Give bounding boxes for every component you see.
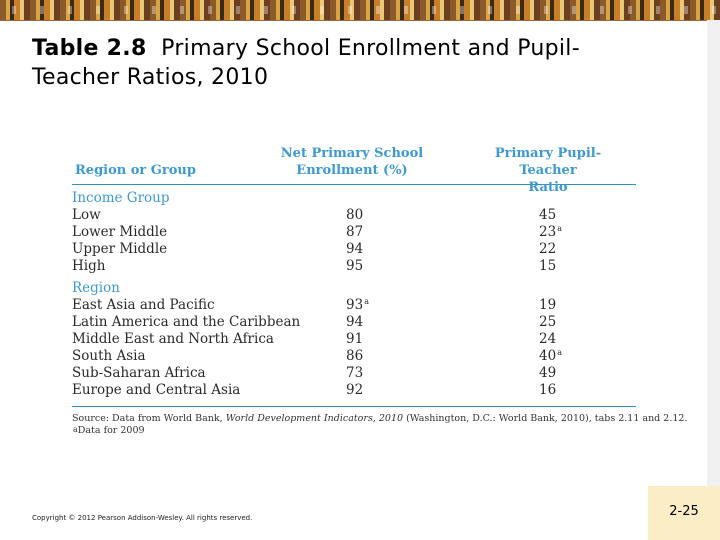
page-number: 2-25 xyxy=(669,504,699,519)
enrollment-table xyxy=(72,142,688,437)
table-row xyxy=(72,258,636,275)
row-name: Europe and Central Asia xyxy=(72,382,241,398)
row-name-cell xyxy=(72,207,101,224)
footnote-marker: a xyxy=(364,297,369,306)
ratio-value: 49 xyxy=(539,365,557,381)
enrollment-value-cell xyxy=(346,224,364,241)
ratio-value: 40 xyxy=(539,348,557,364)
row-name: South Asia xyxy=(72,348,146,364)
ratio-value: 25 xyxy=(539,314,557,330)
ratio-value-cell xyxy=(539,241,557,258)
table-row xyxy=(72,348,636,365)
enrollment-value-cell xyxy=(346,297,369,314)
source-suffix: (Washington, D.C.: World Bank, 2010), tabs 2.11 and 2.12. xyxy=(403,413,688,424)
ratio-value-cell xyxy=(539,207,557,224)
table-bottom-rule xyxy=(72,399,636,407)
ratio-value-cell xyxy=(539,331,557,348)
enrollment-value-cell xyxy=(346,258,364,275)
enrollment-value: 94 xyxy=(346,314,364,330)
enrollment-value: 92 xyxy=(346,382,364,398)
ratio-value: 19 xyxy=(539,297,557,313)
footnote-marker: a xyxy=(557,224,562,233)
row-name-cell xyxy=(72,224,167,241)
header-enrollment xyxy=(278,145,426,179)
enrollment-value: 95 xyxy=(346,258,364,274)
enrollment-value-cell xyxy=(346,365,364,382)
row-name-cell xyxy=(72,331,274,348)
header-region: Region or Group xyxy=(75,163,196,178)
table-row xyxy=(72,314,636,331)
table-header xyxy=(72,142,636,195)
ratio-value-cell xyxy=(539,297,557,314)
footnote: $^a$Data for 2009 xyxy=(73,425,145,436)
enrollment-value: 91 xyxy=(346,331,364,347)
row-name-cell xyxy=(72,258,105,275)
right-margin-strip xyxy=(707,20,720,486)
row-name-cell xyxy=(72,314,300,331)
header-ratio-line2: Ratio xyxy=(528,180,568,195)
row-name: Lower Middle xyxy=(72,224,168,240)
ratio-value: 24 xyxy=(539,331,557,347)
title-number: Table 2.8 xyxy=(32,36,147,61)
table-row xyxy=(72,207,636,224)
enrollment-value: 93 xyxy=(346,297,364,313)
decorative-top-border xyxy=(0,0,720,21)
row-name: Low xyxy=(72,207,101,223)
row-name: East Asia and Pacific xyxy=(72,297,215,313)
enrollment-value-cell xyxy=(346,382,364,399)
copyright-text: Copyright © 2012 Pearson Addison-Wesley. All rights reserved. xyxy=(32,514,253,522)
header-enrollment-line2: Enrollment (%) xyxy=(296,163,408,178)
header-enrollment-line1: Net Primary School xyxy=(280,146,424,161)
row-name-cell xyxy=(72,348,146,365)
table-row xyxy=(72,241,636,258)
income-group-label: Income Group xyxy=(72,190,170,206)
row-name: Sub-Saharan Africa xyxy=(72,365,206,381)
enrollment-value: 80 xyxy=(346,207,364,223)
slide-title xyxy=(32,34,632,92)
ratio-value: 15 xyxy=(539,258,557,274)
source-note xyxy=(72,413,688,425)
page-number-badge xyxy=(648,486,720,540)
title-text: Primary School Enrollment and Pupil-Teacher Ratios, 2010 xyxy=(32,36,580,90)
table-row xyxy=(72,365,636,382)
ratio-value: 22 xyxy=(539,241,557,257)
row-name: High xyxy=(72,258,106,274)
enrollment-value: 94 xyxy=(346,241,364,257)
source-prefix: Source: Data from World Bank, xyxy=(72,413,226,424)
enrollment-value-cell xyxy=(346,207,364,224)
header-ratio-line1: Primary Pupil-Teacher xyxy=(494,146,602,178)
enrollment-value-cell xyxy=(346,348,364,365)
enrollment-value: 86 xyxy=(346,348,364,364)
row-name-cell xyxy=(72,297,215,314)
region-label: Region xyxy=(72,280,120,296)
ratio-value: 23 xyxy=(539,224,557,240)
header-ratio xyxy=(468,145,628,196)
table-row xyxy=(72,382,636,399)
enrollment-value: 73 xyxy=(346,365,364,381)
table-row xyxy=(72,224,636,241)
income-rows xyxy=(72,207,636,275)
ratio-value: 45 xyxy=(539,207,557,223)
enrollment-value-cell xyxy=(346,241,364,258)
row-name: Latin America and the Caribbean xyxy=(72,314,301,330)
row-name: Middle East and North Africa xyxy=(72,331,274,347)
ratio-value-cell xyxy=(539,258,557,275)
ratio-value-cell xyxy=(539,348,562,365)
footnote-text: Data for 2009 xyxy=(77,425,145,436)
ratio-value: 16 xyxy=(539,382,557,398)
region-rows xyxy=(72,297,636,399)
row-name-cell xyxy=(72,382,240,399)
ratio-value-cell xyxy=(539,382,557,399)
group-heading-region xyxy=(72,280,636,297)
row-name: Upper Middle xyxy=(72,241,168,257)
ratio-value-cell xyxy=(539,224,562,241)
source-title: World Development Indicators, 2010 xyxy=(225,413,404,424)
group-heading-income xyxy=(72,190,636,207)
enrollment-value-cell xyxy=(346,314,364,331)
enrollment-value-cell xyxy=(346,331,364,348)
ratio-value-cell xyxy=(539,365,557,382)
table-row xyxy=(72,331,636,348)
table-row xyxy=(72,297,636,314)
row-name-cell xyxy=(72,365,206,382)
enrollment-value: 87 xyxy=(346,224,364,240)
row-name-cell xyxy=(72,241,167,258)
footnote-marker: a xyxy=(557,348,562,357)
ratio-value-cell xyxy=(539,314,557,331)
